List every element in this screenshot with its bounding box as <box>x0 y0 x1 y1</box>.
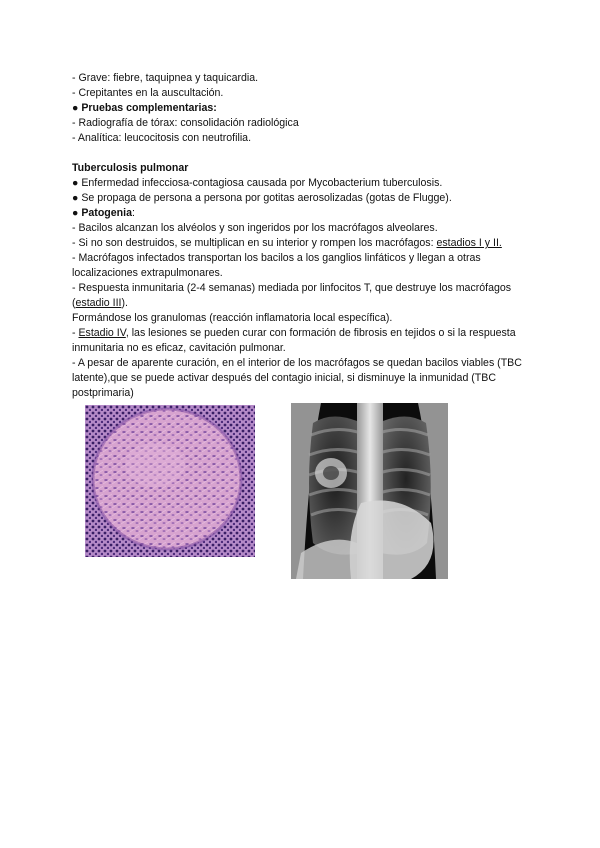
heading-pruebas <box>72 101 532 116</box>
step-6-stage: Estadio IV <box>78 327 126 339</box>
intro-line-grave: - Grave: fiebre, taquipnea y taquicardia. <box>72 72 259 84</box>
step-6-dash: - <box>72 327 79 339</box>
step-2-text: - Si no son destruidos, se multiplican en su interior y rompen los macrófagos: <box>72 237 437 249</box>
patogenia-step-4 <box>72 281 532 311</box>
heading-pruebas-text: Pruebas complementarias: <box>81 102 217 114</box>
patogenia-step-7: - A pesar de aparente curación, en el interior de los macrófagos se quedan bacilos viables (TBC latente),que se puede activar después del contagio inicial, si disminuye la inmunidad (TBC postprimaria) <box>72 357 522 399</box>
text-body <box>72 71 532 401</box>
heading-patogenia <box>72 206 532 221</box>
step-2-stage: estadios I y II. <box>436 237 502 249</box>
step-4-end: ). <box>121 297 128 309</box>
intro-line-crepitantes: - Crepitantes en la auscultación. <box>72 87 224 99</box>
step-4-text: - Respuesta inmunitaria (2-4 semanas) mediada por linfocitos T, que destruye los macrófagos ( <box>72 282 512 309</box>
bullet: ● <box>72 207 82 219</box>
patogenia-step-6 <box>72 326 532 356</box>
colon: : <box>131 207 135 219</box>
intro-line-analitica: - Analítica: leucocitosis con neutrofilia. <box>72 132 252 144</box>
bullet: ● <box>72 102 82 114</box>
spacer <box>72 146 532 161</box>
patogenia-step-2 <box>72 236 532 251</box>
step-6-text: , las lesiones se pueden curar con formación de fibrosis en tejidos o si la respuesta inmunitaria no es eficaz, cavitación pulmonar. <box>72 327 516 354</box>
tb-point-propaga: ● Se propaga de persona a persona por gotitas aerosolizadas (gotas de Flugge). <box>72 192 452 204</box>
tb-point-enfermedad: ● Enfermedad infecciosa-contagiosa causada por Mycobacterium tuberculosis. <box>72 177 443 189</box>
granuloma-histology-image <box>85 405 255 557</box>
heading-patogenia-text: Patogenia <box>81 207 132 219</box>
intro-line-radiografia: - Radiografía de tórax: consolidación radiológica <box>72 117 299 129</box>
patogenia-granulomas: Formándose los granulomas (reacción inflamatoria local específica). <box>72 312 393 324</box>
section-title-tuberculosis: Tuberculosis pulmonar <box>72 162 189 174</box>
patogenia-step-3: - Macrófagos infectados transportan los bacilos a los ganglios linfáticos y llegan a otras localizaciones extrapulmonares. <box>72 252 481 279</box>
step-4-stage: estadio III <box>75 297 122 309</box>
patogenia-step-1: - Bacilos alcanzan los alvéolos y son ingeridos por los macrófagos alveolares. <box>72 222 438 234</box>
chest-xray-image <box>291 403 448 579</box>
